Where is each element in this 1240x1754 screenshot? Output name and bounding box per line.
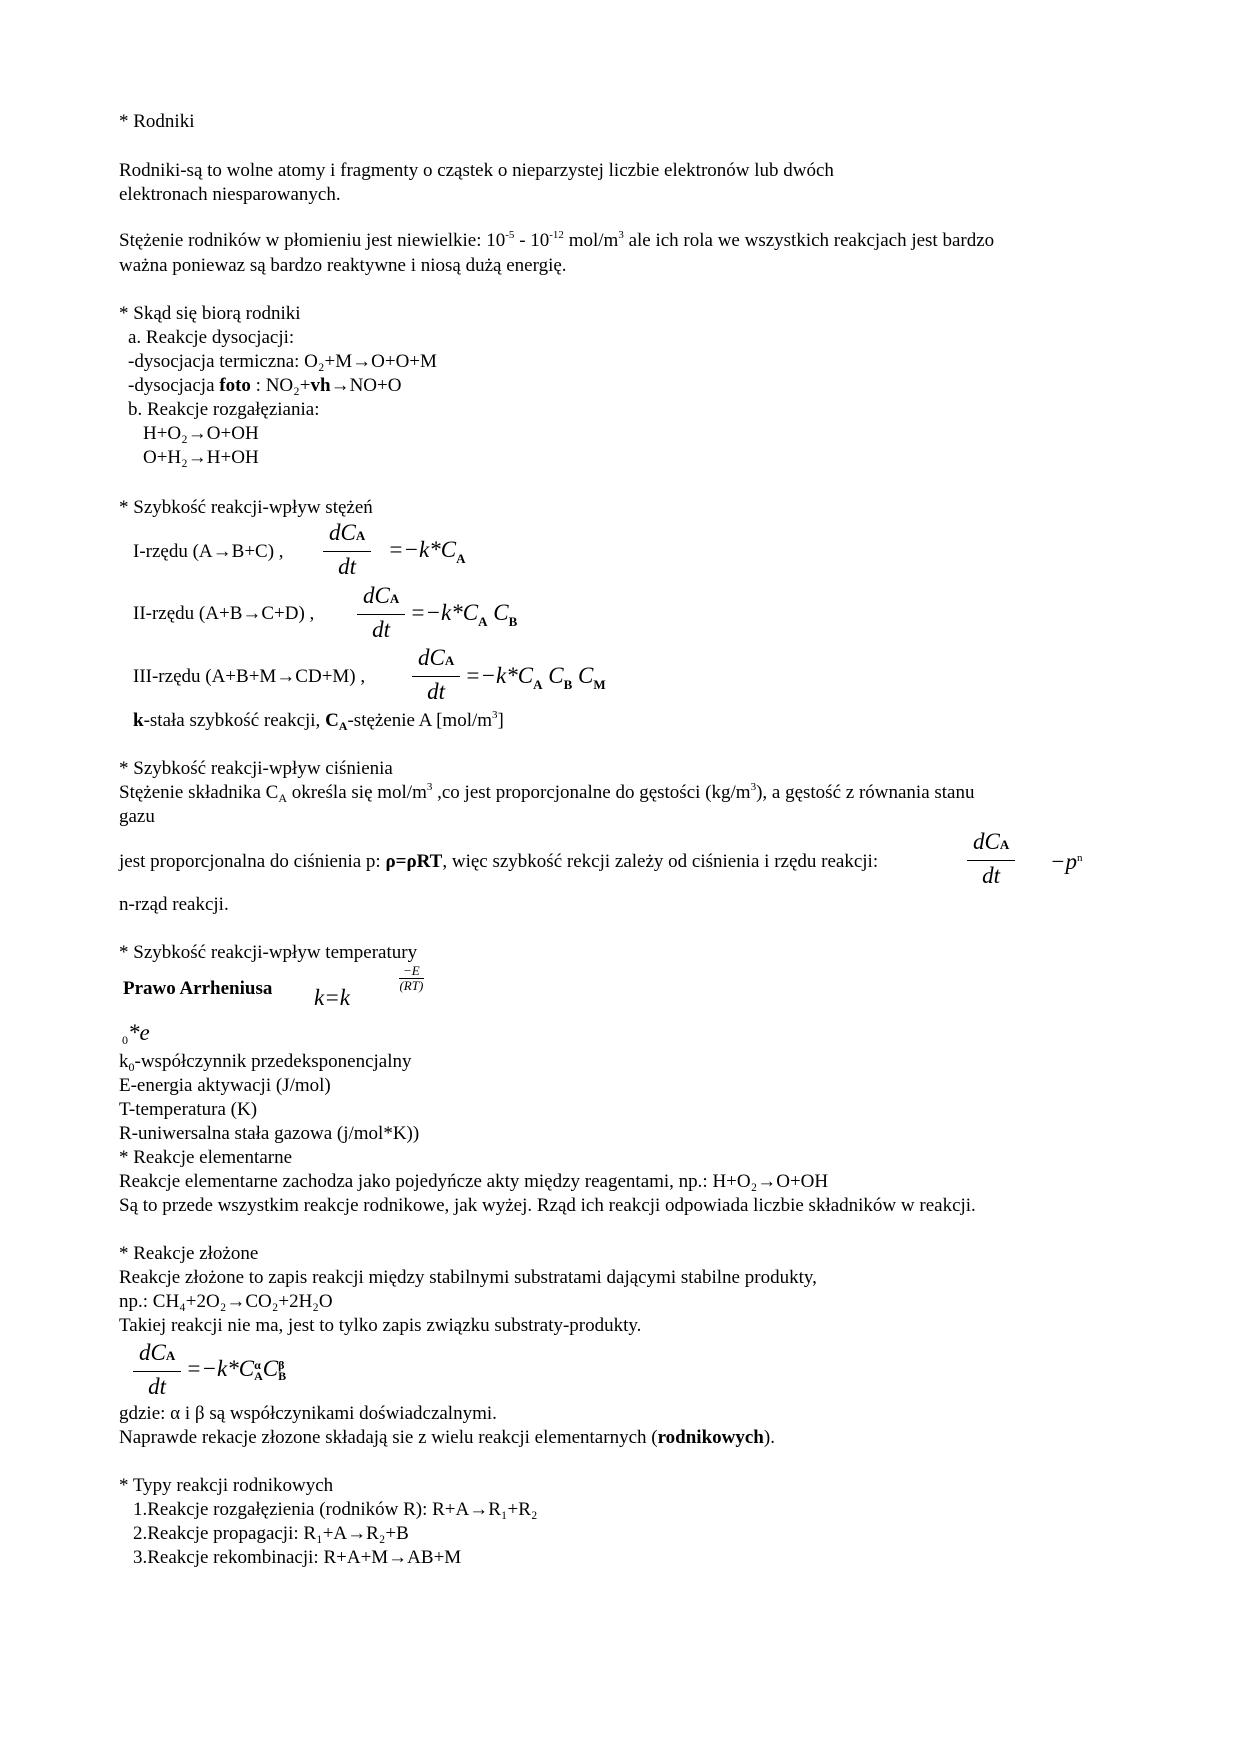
arrhenius-equation: k=k [314,985,350,1010]
rate-constant-note: k-stała szybkość reakcji, $C_A$-stężenie A $[mol/m^3]$ [133,709,504,733]
arrhenius-label: Prawo Arrheniusa [123,978,273,999]
list-item: 2.Reakcje propagacji: R₁+A→R₂+B [133,1523,409,1544]
list-item: -dysocjacja foto : NO₂+vh→NO+O [128,375,402,396]
list-item: O+H₂→H+OH [143,447,259,468]
heading-sources: * Skąd się biorą rodniki [119,303,301,324]
heading-pressure: * Szybkość reakcji-wpływ ciśnienia [119,758,393,779]
variable-k0: $k_0$-współczynnik przedeksponencjalny [119,1051,412,1074]
paragraph-line: Naprawde rekacje złozone składają sie z wielu reakcji elementarnych (rodnikowych). [119,1427,775,1448]
paragraph-line: np.: CH₄+2O₂→CO₂+2H₂O [119,1291,333,1312]
variable-t: T-temperatura (K) [119,1099,258,1120]
rate-equation-2: $=-k*C_A$ $C_B$ [410,600,518,629]
arrhenius-k0-exp: $_0$*e [122,1020,150,1047]
paragraph-line: Takiej reakcji nie ma, jest to tylko zapis związku substraty-produkty. [119,1315,642,1336]
list-item: 3.Reakcje rekombinacji: R+A+M→AB+M [133,1547,462,1568]
rate-fraction-2: dCA dt [357,581,405,645]
list-item: b. Reakcje rozgałęziania: [128,399,320,420]
arrhenius-exponent: $\frac{-E}{(RT)}$ [399,963,424,993]
paragraph-line: ważna poniewaz są bardzo reaktywne i niosą dużą energię. [119,255,567,276]
order-label-1: I-rzędu (A→B+C) , [133,541,284,562]
concentration-line: Stężenie rodników w płomieniu jest niewielkie: $10^{-5} - 10^{-12}$ mol/$m^3$ ale ich rola we wszystkich reakcjach jest bardzo [119,229,995,251]
rate-fraction-3: dCA dt [412,643,460,707]
list-item: -dysocjacja termiczna: O₂+M→O+O+M [128,351,437,372]
heading-radical-types: * Typy reakcji rodnikowych [119,1475,334,1496]
paragraph-line: gazu [119,806,155,827]
variable-r: R-uniwersalna stała gazowa (j/mol*K)) [119,1123,420,1144]
paragraph-line: Rodniki-są to wolne atomy i fragmenty o cząstek o nieparzystej liczbie elektronów lub dwóch [119,160,834,181]
complex-rate-equation: =−k*C α A C β B [186,1356,287,1383]
order-label-2: II-rzędu (A+B→C+D) , [133,603,315,624]
variable-e: E-energia aktywacji (J/mol) [119,1075,331,1096]
heading-rodniki: * Rodniki [119,111,195,132]
paragraph-line: jest proporcjonalna do ciśnienia p: ρ=ρRT, więc szybkość rekcji zależy od ciśnienia i rzędu reakcji: [119,851,879,872]
paragraph-line: n-rząd reakcji. [119,894,229,915]
pressure-proportional: $-p^n$ [1050,849,1083,874]
heading-elementary: * Reakcje elementarne [119,1147,293,1168]
paragraph-line: Reakcje złożone to zapis reakcji między stabilnymi substratami dającymi stabilne produkty, [119,1267,817,1288]
list-item: a. Reakcje dysocjacji: [128,327,295,348]
rate-equation-1: $=-k*C_A$ [388,537,466,566]
paragraph-line: Stężenie składnika $C_A$ określa się mol/$m^3$ ,co jest proporcjonalne do gęstości $(kg/m^3)$, a gęstość z równania stanu [119,781,975,805]
paragraph-line: gdzie: α i β są współczynikami doświadczalnymi. [119,1403,497,1424]
rate-fraction-1: dCA dt [323,518,371,582]
paragraph-line: Reakcje elementarne zachodza jako pojedyńcze akty między reagentami, np.: H+O₂→O+OH [119,1171,829,1192]
pressure-rate-fraction: dCA dt [967,827,1015,891]
heading-concentration: * Szybkość reakcji-wpływ stężeń [119,497,373,518]
list-item: H+O₂→O+OH [143,423,259,444]
paragraph-line: Są to przede wszystkim reakcje rodnikowe, jak wyżej. Rząd ich reakcji odpowiada liczbie składników w reakcji. [119,1195,976,1216]
heading-temperature: * Szybkość reakcji-wpływ temperatury [119,942,418,963]
list-item: 1.Reakcje rozgałęzienia (rodników R): R+A→R₁+R₂ [133,1499,538,1520]
order-label-3: III-rzędu (A+B+M→CD+M) , [133,666,366,687]
rate-equation-3: $=-k*C_A$ $C_B$ $C_M$ [465,663,606,692]
paragraph-line: elektronach niesparowanych. [119,184,341,205]
complex-rate-fraction: dCA dt [133,1338,181,1402]
heading-complex: * Reakcje złożone [119,1243,259,1264]
